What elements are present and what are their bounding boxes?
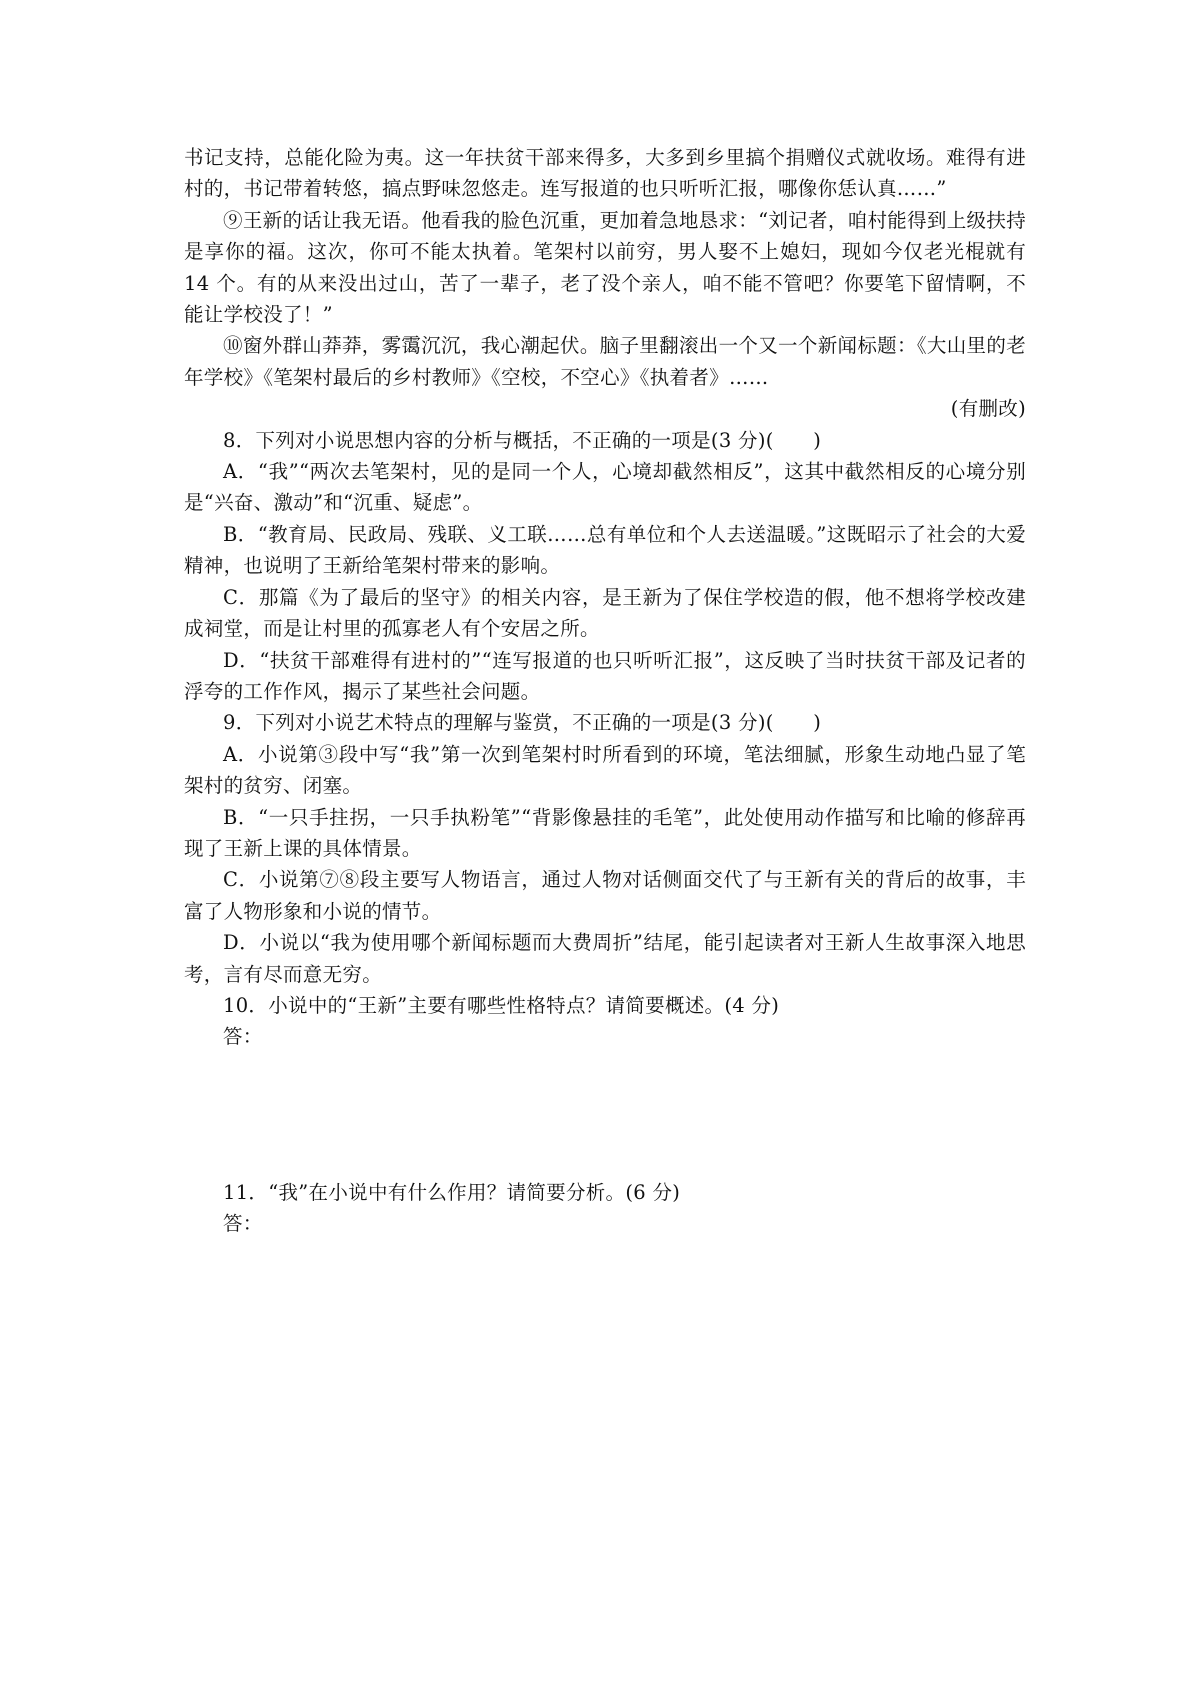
page-content	[184, 142, 1026, 1240]
question-10-stem: 10．小说中的“王新”主要有哪些性格特点？请简要概述。(4 分)	[223, 993, 780, 1017]
question-11-answer-label: 答：	[223, 1212, 263, 1236]
question-8-option-a: A．“我”“两次去笔架村，见的是同一个人，心境却截然相反”，这其中截然相反的心境分别是“兴奋、激动”和“沉重、疑虑”。	[184, 460, 1026, 515]
abridged-note: (有删改)	[950, 397, 1026, 421]
question-9-option-c: C．小说第⑦⑧段主要写人物语言，通过人物对话侧面交代了与王新有关的背后的故事，丰富了人物形象和小说的情节。	[184, 868, 1026, 923]
question-11-stem: 11．“我”在小说中有什么作用？请简要分析。(6 分)	[223, 1180, 681, 1204]
question-9-option-a: A．小说第③段中写“我”第一次到笔架村时所看到的环境，笔法细腻，形象生动地凸显了笔架村的贫穷、闭塞。	[184, 742, 1026, 798]
question-9-option-b: B．“一只手拄拐，一只手执粉笔”“背影像悬挂的毛笔”，此处使用动作描写和比喻的修辞再现了王新上课的具体情景。	[184, 805, 1026, 860]
question-9-option-d: D．小说以“我为使用哪个新闻标题而大费周折”结尾，能引起读者对王新人生故事深入地思考，言有尽而意无穷。	[184, 931, 1026, 986]
question-8-option-b: B．“教育局、民政局、残联、义工联……总有单位和个人去送温暖。”这既昭示了社会的大爱精神，也说明了王新给笔架村带来的影响。	[184, 522, 1026, 578]
question-10-answer-label: 答：	[223, 1025, 263, 1049]
question-8-option-d: D．“扶贫干部难得有进村的”“连写报道的也只听听汇报”，这反映了当时扶贫干部及记者的浮夸的工作作风，揭示了某些社会问题。	[184, 648, 1026, 703]
passage-continuation: 书记支持，总能化险为夷。这一年扶贫干部来得多，大多到乡里搞个捐赠仪式就收场。难得有进村的，书记带着转悠，搞点野味忽悠走。连写报道的也只听听汇报，哪像你恁认真……”	[184, 146, 1026, 201]
passage-paragraph-9: ⑨王新的话让我无语。他看我的脸色沉重，更加着急地恳求：“刘记者，咱村能得到上级扶持是享你的福。这次，你可不能太执着。笔架村以前穷，男人娶不上媳妇，现如今仅老光棍就有 14 个。有的从来没出过山，苦了一辈子，老了没个亲人，咱不能不管吧？你要笔下留情啊，不能让学校没了！”	[184, 208, 1026, 327]
question-9-stem: 9．下列对小说艺术特点的理解与鉴赏，不正确的一项是(3 分)( )	[223, 711, 822, 735]
question-10-answer-space	[184, 1053, 1026, 1177]
question-8-stem: 8．下列对小说思想内容的分析与概括，不正确的一项是(3 分)( )	[223, 428, 822, 452]
question-8-option-c: C．那篇《为了最后的坚守》的相关内容，是王新为了保住学校造的假，他不想将学校改建成祠堂，而是让村里的孤寡老人有个安居之所。	[184, 585, 1026, 641]
passage-paragraph-10: ⑩窗外群山莽莽，雾霭沉沉，我心潮起伏。脑子里翻滚出一个又一个新闻标题：《大山里的老年学校》《笔架村最后的乡村教师》《空校，不空心》《执着者》……	[184, 334, 1026, 389]
